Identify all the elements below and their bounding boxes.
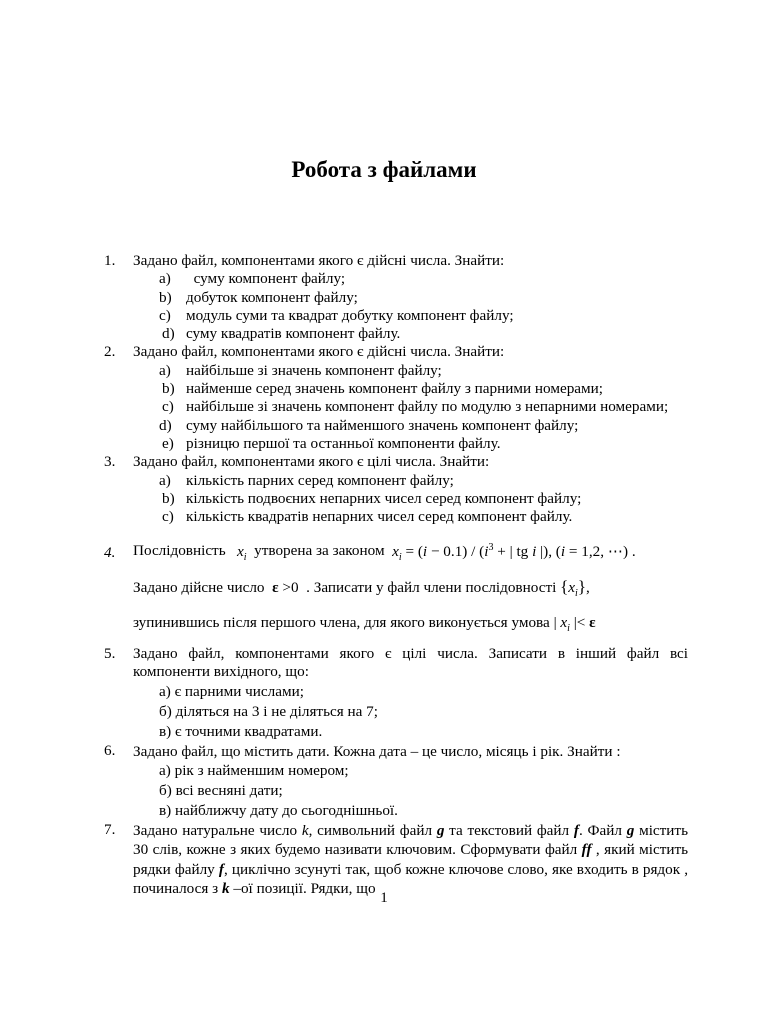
sequence-formula: $x_i = (i - 0.1) / (i^3$ + | tg i |), (i = 1,2, ⋯) . xyxy=(392,541,636,563)
subtask: a) кількість парних серед компонент файлу; xyxy=(159,471,454,489)
sequence-set: $\{x_i\}$ xyxy=(560,576,586,599)
subtask: а) є парними числами; xyxy=(159,682,304,700)
task-number: 4. xyxy=(104,544,116,562)
task-number: 3. xyxy=(104,453,116,471)
page-number: 1 xyxy=(380,890,388,906)
file-g: g xyxy=(436,821,445,839)
subtask: б) діляться на 3 і не діляться на 7; xyxy=(159,702,378,720)
condition-formula: | $x_i$ |< ε xyxy=(553,613,596,634)
subtask: b) добуток компонент файлу; xyxy=(159,288,358,306)
subtask: b) найменше серед значень компонент файлу з парними номерами; xyxy=(162,380,604,398)
task-number: 2. xyxy=(104,343,116,361)
k-symbol-bold: k xyxy=(221,880,230,898)
task-1 xyxy=(104,252,688,270)
k-symbol: k xyxy=(301,821,309,839)
subtask: b) кількість подвоєних непарних чисел серед компонент файлу; xyxy=(162,489,582,507)
subtask: в) є точними квадратами. xyxy=(159,722,323,740)
subtask: d) суму найбільшого та найменшого значень компонент файлу; xyxy=(159,416,579,434)
file-ff: ff xyxy=(581,841,592,859)
task-text: Задано файл, компонентами якого є дійсні числа. Знайти: xyxy=(133,252,505,269)
subtask: a) найбільше зі значень компонент файлу; xyxy=(159,361,442,379)
task-text: Послідовність $x_i$ утворена за законом $x_i = (i - 0.1) / (i^3$ + | tg i |), (i = 1,2, ⋯) . xyxy=(133,541,636,563)
file-g: g xyxy=(626,821,635,839)
epsilon-symbol: ε xyxy=(268,578,279,596)
task-4 xyxy=(104,532,688,642)
task-text: Задано дійсне число ε >0 . Записати у файл члени послідовності $\{x_i\}$, xyxy=(133,576,590,599)
task-3 xyxy=(104,453,688,471)
subtask: в) найближчу дату до сьогоднішньої. xyxy=(159,801,398,819)
task-text: Задано натуральне число k, символьний файл g та текстовий файл f. Файл g містить 30 слів, кожне з яких будемо називати ключовим. Сформувати файл ff , який містить рядки файлу f, циклічно зсунуті так, щоб кожне ключове слово, яке входить в рядок , починалося з k –ої позиції. Рядки, що xyxy=(133,821,689,898)
task-number: 5. xyxy=(104,644,116,662)
subtask: e) різницю першої та останньої компоненти файлу. xyxy=(162,434,501,452)
subtask: a) суму компонент файлу; xyxy=(159,270,346,288)
file-f: f xyxy=(573,821,579,839)
task-6 xyxy=(104,742,688,761)
task-number: 1. xyxy=(104,252,116,269)
task-list xyxy=(104,252,688,899)
sequence-symbol: $x_i$ xyxy=(233,542,247,563)
task-number: 6. xyxy=(104,741,116,759)
subtask: б) всі весняні дати; xyxy=(159,781,283,799)
task-7 xyxy=(104,821,688,899)
task-5 xyxy=(104,645,688,682)
task-number: 7. xyxy=(104,820,116,838)
task-2 xyxy=(104,343,688,361)
subtask: c) модуль суми та квадрат добутку компонент файлу; xyxy=(159,306,514,324)
task-text: Задано файл, компонентами якого є цілі числа. Знайти: xyxy=(133,453,490,471)
subtask: d) суму квадратів компонент файлу. xyxy=(162,325,401,343)
subtask: а) рік з найменшим номером; xyxy=(159,761,349,779)
task-text: Задано файл, компонентами якого є цілі числа. Записати в інший файл всі компоненти вихідного, що: xyxy=(133,644,688,681)
subtask: c) найбільше зі значень компонент файлу по модулю з непарними номерами; xyxy=(162,398,669,416)
task-text: Задано файл, компонентами якого є дійсні числа. Знайти: xyxy=(133,343,505,361)
subtask: c) кількість квадратів непарних чисел серед компонент файлу. xyxy=(162,508,573,526)
page-title: Робота з файлами xyxy=(291,157,477,182)
file-f: f xyxy=(218,860,224,878)
task-text: зупинившись після першого члена, для якого виконується умова | $x_i$ |< ε xyxy=(133,613,596,634)
task-text: Задано файл, що містить дати. Кожна дата – це число, місяць і рік. Знайти : xyxy=(133,742,621,760)
